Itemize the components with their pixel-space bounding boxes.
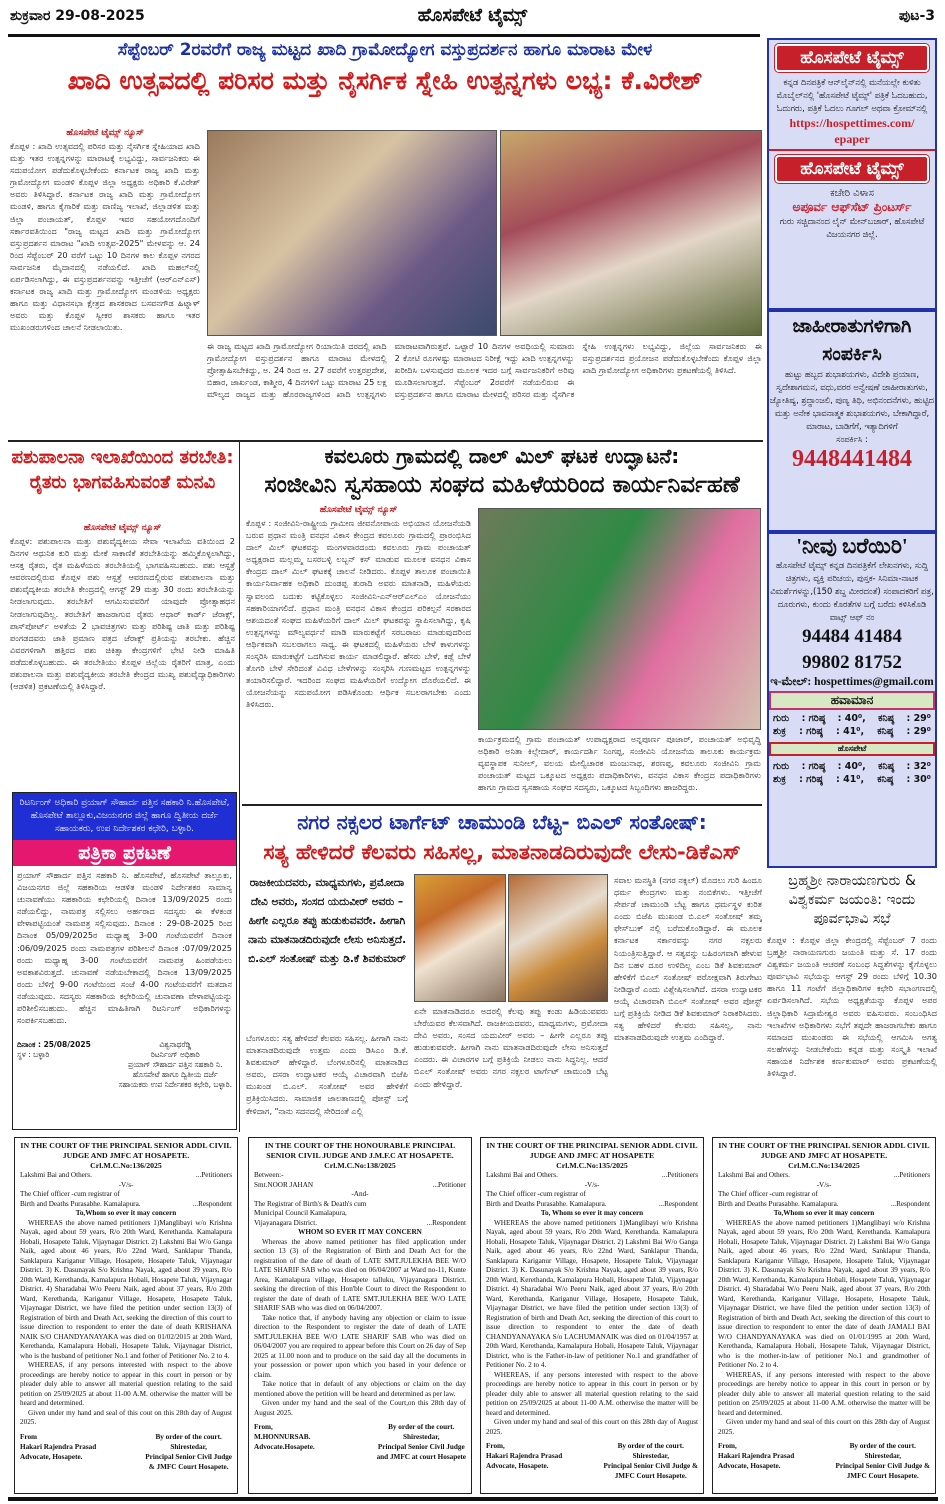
politics-pullquote bbox=[246, 874, 408, 969]
court-notice-135: IN THE COURT OF THE PRINCIPAL SENIOR ADDL CIVIL JUDGE AND JMFC AT HOSAPETE Crl.M.C.No:135/2025 Lakshmi Bai and Others. ...Petitioners -V/s- The Chief officer -cum registrar of Birth and Deaths Purasabhe. Kamalapura. ...Respondent To, Whom so ever it may concern WHEREAS the above named petitioners 1)Manglibayi w/o Krishna Nayak, aged about 59 years, R/o 20th Ward, Kerethanda. Kamalapura Hobali, Hosapete Taluk, Vijaynagar District. 2) Lakshmi Bai W/o Ganga Naik, aged about 46 years, R/o 22nd Ward, Sanklapur Thanda, Sanklapura Kariganur Village, Hosapete, Hosapete Taluk, Vijaynagar District. 3) K. Dasunayak S/o Krishna Nayak, aged about 39 years, R/o 20th Ward, Kerethanda, Kamalapura Hobali, Hosapete Taluk, Vijaynagar District. 4) Sharadabai W/o Peeru Naik, aged about 37 years, R/o 20th Ward, Kerethanda, Kariganur Village, Hosapete, Hosapete Taluk, Vijaynagar District, we have filed the petition under section 13(3) of Registration of birth and Death Act, seeking the direction of this court to issue direction to respondent to enter the date of death CHANDYANAYAKA S/o LACHUMANAIK was died on 01/04/1957 at 20th Ward, Kerethanda, Kamalapura Hobali, Hosapete Taluk, Vijaynagar District, who is the Father-in-law of petitioner No.1 and grandfather of Petitioner No. 2 to 4. WHEREAS, if any persons interested with respect to the above proceedings are hereby notice to appear in this court in person or by pleader duly able to answer all material question relating to the said petition on 25/09/2025 at about 11-00 A.M. otherwise the matter will be heard and determined. Given under my hand and seal of this court on this 28th day of August 2025. From, Hakari Rajendra Prasad Advocate, Hosapete. By order of the court. Shirestedar, Principal Senior Civil Judge & JMFC Court Hosapete. bbox=[480, 1137, 704, 1494]
case-number: Crl.M.C.No:136/2025 bbox=[90, 1161, 162, 1170]
notice-place: ಸ್ಥಳ : ಬಳ್ಳಾರಿ bbox=[17, 1050, 50, 1059]
write-to-us-title: 'ನೀವು ಬರೆಯಿರಿ' bbox=[796, 534, 908, 558]
lead-column-2: ಈ ರಾಜ್ಯ ಮಟ್ಟದ ಖಾದಿ ಗ್ರಾಮೋದ್ಯೋಗ ರಿಯಾಯಿತಿ ದರದಲ್ಲಿ ಖಾದಿ ಗ್ರಾಮೋದ್ಯೋಗ ವಸ್ತುಪ್ರದರ್ಶನ ಹಾಗೂ ಮಾರಾಟ ಮೇಳದಲ್ಲಿ ಪ್ರೋತ್ಸಾಹಿಸಬೇಕಿದ್ದು, ಅ. 24 ರಿಂದ ಆ. 27 ರವರೆಗೆ ಉತ್ತರಪ್ರದೇಶ, ಬಿಹಾರ, ಜಾರ್ಖಂಡ, ಕಾಶ್ಮೀರ, 4 ದಿನಗಳಿಗೆ ಒಟ್ಟು ಮಾರಾಟ 25 ಲಕ್ಷ ಮೌಲ್ಯದ ರಾಜ್ಯದ ಮತ್ತು ಹೊರರಾಜ್ಯಗಳಿಂದ ಖಾದಿ ಉತ್ಪನ್ನಗಳು ಮಾರಾಟವಾಗಿರುತ್ತವೆ. ಒಟ್ಟಾರೆ 10 ದಿನಗಳ ಅವಧಿಯಲ್ಲಿ ಸುಮಾರು 2 ಕೋಟಿ ರೂಗಳಷ್ಟು ಮಾರಾಟದ ನಿರೀಕ್ಷೆ ಇದ್ದು ಖಾದಿ ಉತ್ಪನ್ನಗಳನ್ನು ಖರೀದಿಸಿ ಬಳಸುವುದರ ಮೂಲಕ ಇದರ ಬಗ್ಗೆ ಸಾರ್ವಜನಿಕರಿಗೆ ಅರಿವು ಮೂಡಿಸಲಾಗುತ್ತದೆ. ಸೆಪ್ಟೆಂಬರ್ 2ರವರೆಗೆ ನಡೆಯಲಿರುವ ಈ ವಸ್ತುಪ್ರದರ್ಶನ ಹಾಗೂ ಮಾರಾಟ ಮೇಳದಲ್ಲಿ ಪರಿಸರ ಮತ್ತು ನೈಸರ್ಗಿಕ ಸ್ನೇಹಿ ಉತ್ಪನ್ನಗಳು ಲಭ್ಯವಿದ್ದು, ಜಿಲ್ಲೆಯ ಸಾರ್ವಜನಿಕರು ಈ ವಸ್ತುಪ್ರದರ್ಶನದ ಪ್ರಯೋಜನ ಪಡೆದುಕೊಳ್ಳಬೇಕೆಂದು ಕೊಪ್ಪಳ ಜಿಲ್ಲಾ ಖಾದಿ ಗ್ರಾಮೋದ್ಯೋಗ ಅಧಿಕಾರಿಗಳು ಪ್ರಕಟಣೆಯಲ್ಲಿ ತಿಳಿಸಿದೆ. bbox=[207, 341, 762, 400]
animal-story-headline: ಪಶುಪಾಲನಾ ಇಲಾಖೆಯಿಂದ ತರಬೇತಿ: ರೈತರು ಭಾಗವಹಿಸುವಂತೆ ಮನವಿ bbox=[11, 447, 234, 493]
khadi-exhibition-photo-2 bbox=[500, 130, 762, 336]
weather-row-fri: ಶುಕ್ರ : ಗರಿಷ್ಠ : 41⁰, ಕನಿಷ್ಠ : 29⁰ bbox=[773, 726, 931, 737]
dal-mill-headline: ಸಂಜೀವಿನಿ ಸ್ವಸಹಾಯ ಸಂಘದ ಮಹಿಳೆಯರಿಂದ ಕಾರ್ಯನಿರ್ವಹಣೆ bbox=[264, 472, 740, 498]
whatsapp-label: ವಾಟ್ಸ್ ಆಫ್ ನಂ bbox=[829, 612, 875, 622]
advertising-box bbox=[767, 310, 937, 532]
press-release-banner: ಪತ್ರಿಕಾ ಪ್ರಕಟಣೆ bbox=[13, 840, 236, 866]
court-title: IN THE COURT OF THE PRINCIPAL SENIOR ADDL CIVIL JUDGE AND JMFC AT HOSAPETE bbox=[486, 1141, 698, 1160]
sidebar-brand-logo-2: ಹೊಸಪೇಟೆ ಟೈಮ್ಸ್ bbox=[775, 155, 929, 183]
politics-column-3: ಸವಾಲ ಮನಸ್ಥಿತಿ (ನಗರ ನಕ್ಸಲ್) ಮೊದಲು ಗುರಿ ಹಿಂದೂ ಧರ್ಮ ಕೇಂದ್ರಗಳು ಮತ್ತು ನಂಬಿಕೆಗಳು. ಇತ್ತೀಚೆಗೆ ಸೇರ್ಪಡೆ ಚಾಮುಂಡಿ ಬೆಟ್ಟ ಹಾಗೂ ಧರ್ಮಸ್ಥಳ ಕುರಿತ ಎಂದು ಬಿಜೆಪಿ ಮುಖಂಡ ಬಿ.ಎಲ್ ಸಂತೋಷ್ ತಮ್ಮ ಫೇಸ್‌ಬುಕ್ ನಲ್ಲಿ ಬರೆದುಕೊಂಡಿದ್ದಾರೆ. ಈ ಮೂಲಕ ಕರ್ನಾಟಕ ಸರ್ಕಾರವನ್ನು ನಗರ ನಕ್ಸಲರು ನಿಯಂತ್ರಿಸುತ್ತಿದ್ದಾರೆ. ಆ ಸತ್ಯವನ್ನು ಬಹಿರಂಗವಾಗಿ ಹೇಳುವ ದಿನ ಬಹಳ ದೂರ ಉಳಿದಿಲ್ಲ ಎಂಬ ಡಿಕೆ ಶಿವಕುಮಾರ್ ಹೇಳಿಕೆಗೆ ಬಿಎಲ್ ಸಂತೋಷ್ ಪರೋಕ್ಷವಾಗಿ ತಿರುಗೇಟು ನೀಡಿದ್ದಾರೆ ಎಂದು ವಿಶ್ಲೇಷಿಸಲಾಗಿದೆ. ದಸರಾ ಉದ್ಘಾಟಕರ ಆಯ್ಕೆ ವಿಚಾರವಾಗಿ ಬಿಎಲ್ ಸಂತೋಷ್ ಅವರ ಪೋಸ್ಟ್ ಬಗ್ಗೆ ಪ್ರತಿಕ್ರಿಯೆ ನೀಡಿದ ಡಿಕೆ ಶಿವಕುಮಾರ್ ನಿರಾಕರಿಸಿದರು. ಸತ್ಯ ಹೇಳಿದರೆ ಕೆಲವರು ಸಹಿಸಲ್ಲ, ನಾನು ಮಾತನಾಡದಿರುವುದೇ ಉತ್ತಮ ಎಂದಿದ್ದಾರೆ. bbox=[614, 875, 762, 1043]
notice-signature: ವಿಶ್ವನಾಥರೆಡ್ಡಿ ರಿಟರ್ನಿಂಗ್ ಅಧಿಕಾರಿ ಪ್ರಯಾಗ್ ಸೌಹಾರ್ದ ಪತ್ತಿನ ಸಹಕಾರಿ ನಿ. ಹೊಸಪೇಟೆ ಹಾಗೂ ದ್ವಿತೀಯ ದರ್ಜೆ ಸಹಾಯಕರು ಉಪ ನಿರ್ದೇಶಕರ ಕಛೇರಿ, ಬಳ್ಳಾರಿ. bbox=[118, 1040, 232, 1089]
dal-mill-column-2: ಕಾರ್ಯಕ್ರಮದಲ್ಲಿ ಗ್ರಾಮ ಪಂಚಾಯತ್ ಉಪಾಧ್ಯಕ್ಷರಾದ ಅನ್ನಪೂರ್ಣ ಪೂಜಾರ್, ಪಂಚಾಯತ್ ಅಭಿವೃದ್ಧಿ ಅಧಿಕಾರಿ ಅನಿತಾ ಕಿಲ್ಲೇದಾರ್, ಕಾರ್ಯದರ್ಶಿ ನಿಂಗಪ್ಪ, ಸಂಜೀವಿನಿ ಯೋಜನೆಯ ತಾಲೂಕು ಕಾರ್ಯಕ್ರಮ ವ್ಯವಸ್ಥಾಪಕ ಸುನೀಲ್, ವಲಯ ಮೇಲ್ವಿಚಾರಕ ಮಂಜುನಾಥ, ಶರಣಪ್ಪ, ಕವಲೂರು ಸಂಜೀವಿನಿ ಗ್ರಾಮ ಪಂಚಾಯತ್ ಮಟ್ಟದ ಒಕ್ಕೂಟದ ಅಧ್ಯಕ್ಷರು ಪದಾಧಿಕಾರಿಗಳು, ವನಧನ ವಿಕಾಸ ಕೇಂದ್ರದ ಪದಾಧಿಕಾರಿಗಳು ಹಾಗೂ ಗ್ರಾಮದ ಸ್ವಸಹಾಯ ಸಂಘದ ಸದಸ್ಯರು, ಒಕ್ಕೂಟದ ಸಿಬ್ಬಂದಿಗಳು ಹಾಜರಿದ್ದರು. bbox=[478, 734, 761, 793]
issue-date: ಶುಕ್ರವಾರ 29-08-2025 bbox=[10, 8, 145, 24]
pullquote-attribution: ಬಿ.ಎಲ್ ಸಂತೋಷ್ ಮತ್ತು ಡಿ.ಕೆ ಶಿವಕುಮಾರ್ bbox=[248, 953, 406, 965]
printer-name: ಅಪೂರ್ವ ಆಫ್‌ಸೆಟ್ ಪ್ರಿಂಟರ್ಸ್ bbox=[792, 200, 912, 214]
epaper-text: ಕನ್ನಡ ದಿನಪತ್ರಿಕೆ ಆನ್‌ಲೈನ್‌ನಲ್ಲಿ ಮನೆಯಲ್ಲೇ ಕುಳಿತು ಮೊಬೈಲ್‌ನಲ್ಲಿ 'ಹೊಸಪೇಟೆ ಟೈಮ್ಸ್' ಪತ್ರಿಕೆ ಓದಬಹುದು, ಓದುಗರು, ಪತ್ರಿಕೆ ಓದಲು ಗೂಗಲ್ ಅಥವಾ ಕ್ರೋಮ್‌ನಲ್ಲಿ bbox=[776, 77, 928, 113]
politics-kicker: ನಗರ ನಕ್ಸಲರ ಟಾರ್ಗೆಟ್ ಚಾಮುಂಡಿ ಬೆಟ್ಟ- ಬಿಎಲ್ ಸಂತೋಷ್: bbox=[297, 810, 707, 834]
jayanti-body: ಕೊಪ್ಪಳ : ಕೊಪ್ಪಳ ಜಿಲ್ಲಾ ಕೇಂದ್ರದಲ್ಲಿ ಸೆಪ್ಟೆಂಬರ್ 7 ರಂದು ಬ್ರಹ್ಮಶ್ರೀ ನಾರಾಯಣಗುರು ಜಯಂತಿ ಮತ್ತು ಸೆ. 17 ರಂದು ವಿಶ್ವಕರ್ಮ ಜಯಂತಿ ಆಚರಣೆ ಸಂಬಂಧ ಸಿದ್ಧತೆಗಳನ್ನು ಕೈಗೊಳ್ಳಲು ಪೂರ್ವಭಾವಿ ಸಭೆಯನ್ನು ಆಗಸ್ಟ್ 29 ರಂದು ಬೆಳಿಗ್ಗೆ 10.30 ಹಾಗೂ 11 ಗಂಟೆಗೆ ಜಿಲ್ಲಾಧಿಕಾರಿಗಳ ಕಛೇರಿ ಸಭಾಂಗಣದಲ್ಲಿ ಏರ್ಪಡಿಸಲಾಗಿದೆ. ಸಭೆಯ ಅಧ್ಯಕ್ಷತೆಯನ್ನು ಕೊಪ್ಪಳ ಅಪರ ಜಿಲ್ಲಾಧಿಕಾರಿ ಸಿದ್ರಾಮೇಶ್ವರ ಅವರು ವಹಿಸುವರು. ಸಂಬಂಧಿಸಿದ ಇಲಾಖೆಗಳ ಅಧಿಕಾರಿಗಳು ಸಭೆಗೆ ತಪ್ಪದೇ ಹಾಜರಾಗಬೇಕು ಹಾಗೂ ಸಮಾಜದ ಮುಖಂಡರು ಈ ಸಭೆಯಲ್ಲಿ ಆಗಮಿಸಿ ಅಗತ್ಯ ಸಲಹೆಗಳನ್ನು ನೀಡಬೇಕೆಂದು ಕನ್ನಡ ಮತ್ತು ಸಂಸ್ಕೃತಿ ಇಲಾಖೆ ಸಹಾಯಕ ನಿರ್ದೇಶಕ ಕರ್ಣಕುಮಾರ್ ಅವರು ಪ್ರಕಟಣೆಯಲ್ಲಿ ತಿಳಿಸಿದ್ದಾರೆ. bbox=[767, 935, 937, 1079]
epaper-link[interactable]: https://hospettimes.com/ epaper bbox=[789, 116, 915, 146]
lead-kicker: ಸೆಪ್ಟೆಂಬರ್ 2ರವರೆಗೆ ರಾಜ್ಯ ಮಟ್ಟದ ಖಾದಿ ಗ್ರಾಮೋದ್ಯೋಗ ವಸ್ತುಪ್ರದರ್ಶನ ಹಾಗೂ ಮಾರಾಟ ಮೇಳ bbox=[117, 40, 653, 60]
phone-2[interactable]: 99802 81752 bbox=[802, 652, 902, 673]
section-divider bbox=[8, 440, 763, 442]
case-number: Crl.M.C.No:135/2025 bbox=[556, 1161, 628, 1170]
ads-contact-label: ಸಂಪರ್ಕಿಸಿ : bbox=[836, 434, 868, 444]
weather-city-label: ಹೊಸಪೇಟೆ bbox=[769, 742, 935, 756]
jayanti-headline: ಬ್ರಹ್ಮಶ್ರೀ ನಾರಾಯಣಗುರು & ವಿಶ್ವಕರ್ಮ ಜಯಂತಿ: ಇಂದು ಪೂರ್ವಭಾವಿ ಸಭೆ bbox=[788, 873, 916, 927]
weather-hospet-row-fri: ಶುಕ್ರ : ಗರಿಷ್ಠ : 41⁰, ಕನಿಷ್ಠ : 30⁰ bbox=[773, 774, 931, 785]
ads-title: ಜಾಹೀರಾತುಗಳಿಗಾಗಿ bbox=[792, 315, 912, 337]
masthead bbox=[0, 0, 945, 36]
court-title: IN THE COURT OF THE PRINCIPAL SENIOR ADDL CIVIL JUDGE AND JMFC AT HOSAPETE. bbox=[20, 1141, 232, 1160]
lead-headline: ಖಾದಿ ಉತ್ಸವದಲ್ಲಿ ಪರಿಸರ ಮತ್ತು ನೈಸರ್ಗಿಕ ಸ್ನೇಹಿ ಉತ್ಪನ್ನಗಳು ಲಭ್ಯ: ಕೆ.ವಿರೇಶ್ bbox=[67, 66, 703, 95]
politics-column-1: ಬೆಂಗಳೂರು: ಸತ್ಯ ಹೇಳಿದರೆ ಕೆಲವರು ಸಹಿಸಲ್ಲ. ಹೀಗಾಗಿ ನಾನು ಮಾತನಾಡದಿರುವುದೇ ಉತ್ತಮ ಎಂದು ಡಿಸಿಎಂ ಡಿ.ಕೆ. ಶಿವಕುಮಾರ್ ಹೇಳಿದ್ದಾರೆ. ಬೆಂಗಳೂರಿನಲ್ಲಿ ಮಾತನಾಡಿದ ಅವರು, ದಸರಾ ಉದ್ಘಾಟಕರ ಆಯ್ಕೆ ವಿಚಾರವಾಗಿ ಬಿಜೆಪಿ ಮುಖಂಡ ಬಿ.ಎಲ್. ಸಂತೋಷ್ ಅವರ ಹೇಳಿಕೆಗೆ ಪ್ರತಿಕ್ರಿಯಿಸಿದರು. ಸಾಮಾಜಿಕ ಜಾಲತಾಣದಲ್ಲಿ ಪೋಸ್ಟ್ ಬಗ್ಗೆ ಕೇಳಿದಾಗ, "ನಾನು ಸದನದಲ್ಲಿ ಸೇರಿದಂತೆ ಎಲ್ಲಿ bbox=[246, 1033, 408, 1116]
notice-date: ದಿನಾಂಕ : 25/08/2025 bbox=[17, 1040, 91, 1049]
office-label: ಕಚೇರಿ ವಿಳಾಸ bbox=[830, 188, 874, 199]
footer-rule bbox=[8, 1497, 938, 1501]
phone-1[interactable]: 94484 41484 bbox=[802, 626, 902, 647]
dk-shivakumar-photo bbox=[508, 874, 608, 1002]
election-notice bbox=[12, 792, 237, 1130]
bl-santhosh-photo bbox=[414, 874, 506, 1002]
politics-caption-column: ಏನೇ ಮಾತನಾಡಿದರೂ ಅದರಲ್ಲಿ ಕೆಲವು ತಪ್ಪು ಕಂಡು ಹಿಡಿಯುವವರು ಬೇರೆಯವರ ಕೆಲಸವಾಗಿದೆ. ರಾಜಕೀಯದವರು, ಮಾಧ್ಯಮಗಳು, ಪ್ರಮೋದಾ ದೇವಿ ಅವರು, ಸಂಸದ ಯದುವೀರ್ ಅವರು – ಹೀಗೇ ಎಲ್ಲರೂ ತಪ್ಪು ಹುಡುಕುವವರೇ. ಹೀಗಾಗಿ ನಾನು ಮಾತನಾಡದಿರುವುದೇ ಲೇಸು ಅನಿಸುತ್ತದೆ ಎಂದರು. ಈ ವಿಚಾರಗಳ ಬಗ್ಗೆ ಪ್ರತಿಕ್ರಿಯೆ ನೀಡಲು ನಾನು ಸಿದ್ಧನಿಲ್ಲ. ಆದರೆ ಬಿಎಲ್ ಸಂತೋಷ್ ಅವರು ನಗರ ನಕ್ಸಲರ ಟಾರ್ಗೆಟ್ ಚಾಮುಂಡಿ ಬೆಟ್ಟ ಎಂದು ಹೇಳಿದ್ದಾರೆ. bbox=[414, 1006, 608, 1089]
weather-hospet-row-thu: ಗುರು : ಗರಿಷ್ಠ : 40⁰, ಕನಿಷ್ಠ : 32⁰ bbox=[773, 761, 931, 772]
lead-byline: ಹೊಸಪೇಟೆ ಟೈಮ್ಸ್ ನ್ಯೂಸ್ bbox=[66, 128, 144, 138]
khadi-exhibition-photo-1 bbox=[207, 130, 497, 336]
pullquote-text: ರಾಜಕೀಯದವರು, ಮಾಧ್ಯಮಗಳು, ಪ್ರಮೋದಾ ದೇವಿ ಅವರು, ಸಂಸದ ಯದುವೀರ್ ಅವರು – ಹೀಗೇ ಎಲ್ಲರೂ ತಪ್ಪು ಹುಡುಕುವವರೇ. ಹೀಗಾಗಿ ನಾನು ಮಾತನಾಡದಿರುವುದೇ ಲೇಸು ಅನಿಸುತ್ತದೆ. bbox=[247, 877, 407, 946]
dal-mill-column-1: ಕೊಪ್ಪಳ : ಸಂಜೀವಿನಿ-ರಾಷ್ಟ್ರೀಯ ಗ್ರಾಮೀಣ ಜೀವನೋಪಾಯ ಅಭಿಯಾನ ಯೋಜನೆಯಡಿ ಬರುವ ಪ್ರಧಾನ ಮಂತ್ರಿ ವನಧನ ವಿಕಾಸ ಕೇಂದ್ರದ ಕವಲೂರು ಗ್ರಾಮದಲ್ಲಿ ಪ್ರಾರಂಭಿಸಿದ ದಾಲ್ ಮಿಲ್ ಘಟಕವನ್ನು ಮಂಗಳವಾರದಂದು ಕವಲೂರು ಗ್ರಾಮ ಪಂಚಾಯತ್ ಅಧ್ಯಕ್ಷರಾದ ಮಲ್ಲಮ್ಮ ಬಸರಬಳ್ಳಿ ಲಬ್ಬನ್ ಕಸ್ ಮಾಡುವ ಮೂಲಕ ವನಧನ ವಿಕಾಸ ಕೇಂದ್ರದ ದಾಲ್ ಮಿಲ್ ಘಟಕಕ್ಕೆ ಚಾಲನೆ ನೀಡಿದರು. ಕೊಪ್ಪಳ ತಾಲೂಕ ಪಂಚಾಯಿತಿ ಕಾರ್ಯನಿರ್ವಾಹಕ ಅಧಿಕಾರಿ ದುಂಡಪ್ಪ ತುರಾದಿ ಅವರು ಮಾತನಾಡಿ, ಮಹಿಳೆಯರು ಸ್ವಾವಲಂಬಿ ಬದುಕು ಕಟ್ಟಿಕೊಳ್ಳಲು ಸಂಜೀವಿನಿ-ಎನ್‌ಆರ್‌ಎಲ್‌ಎಂ ಯೋಜನೆಯು ಸಹಕಾರಿಯಾಗಲಿದೆ. ಪ್ರಧಾನ ಮಂತ್ರಿ ವನಧನ ವಿಕಾಸ ಕೇಂದ್ರದ ಪರಿಕಲ್ಪನೆ ಸರಕಾರದ ಆಶಯದಂತೆ ಸಂಘದ ಮಹಿಳೆಯರಿಗೆ ದಾಲ್ ಮಿಲ್ ಘಟಕವನ್ನು ಸ್ಥಾಪಿಸಲಾಗಿದ್ದು, ಕೃಷಿ ಉತ್ಪನ್ನಗಳನ್ನು ಮೌಲ್ಯವರ್ಧನೆ ಮಾಡಿ ಮಾರುಕಟ್ಟೆಗೆ ಸರಬರಾಜು ಮಾಡುವುದರಿಂದ ಆರ್ಥಿಕವಾಗಿ ಸಬಲರಾಗಲು ಸಾಧ್ಯ. ಈ ಘಟಕದಲ್ಲಿ ಮಹಿಳೆಯರು ಬೇಳೆ ಕಾಳುಗಳನ್ನು ಸಂಸ್ಕರಿಸಿ ಮಾರುಕಟ್ಟೆಗೆ ಒದಗಿಸುವ ಕಾರ್ಯ ಮಾಡಲಿದ್ದಾರೆ. ಹೆಸರು ಬೇಳೆ, ಕಡ್ಲೆ ಬೇಳೆ ತೊಗರಿ ಬೇಳೆ ಸೇರಿದಂತೆ ವಿವಿಧ ಬೇಳೆಗಳನ್ನು ಸಂಸ್ಕರಿಸಿ ಗುಣಮಟ್ಟದ ಉತ್ಪನ್ನಗಳನ್ನು ತಯಾರಿಸಲಿದ್ದಾರೆ. ಇದರಿಂದ ಸಂಘದ ಮಹಿಳೆಯರಿಗೆ ಉದ್ಯೋಗ ದೊರೆಯಲಿದೆ. ಈ ಯೋಜನೆಯನ್ನು ಸದುಪಯೋಗ ಪಡಿಸಿಕೊಂಡು ಆರ್ಥಿಕ ಸಬಲರಾಗಬೇಕು ಎಂದು ತಿಳಿಸಿದರು. bbox=[246, 518, 471, 710]
epaper-ad-box bbox=[767, 38, 937, 310]
email-address[interactable]: ಇ-ಮೇಲ್: hospettimes@gmail.com bbox=[770, 676, 934, 688]
animal-story-byline: ಹೊಸಪೇಟೆ ಟೈಮ್ಸ್ ನ್ಯೂಸ್ bbox=[83, 523, 162, 533]
dal-mill-byline: ಹೊಸಪೇಟೆ ಟೈಮ್ಸ್ ನ್ಯೂಸ್ bbox=[319, 505, 398, 515]
ads-title-2: ಸಂಪರ್ಕಿಸಿ bbox=[822, 343, 882, 365]
dal-mill-photo bbox=[478, 508, 761, 730]
ads-text: ಹುಟ್ಟು ಹಬ್ಬದ ಶುಭಾಶಯಗಳು, ವಿದೇಶಿ ಪ್ರಯಾಣ, ಸ್ವದೇಶಾಗಮನ, ವಧು,ವರರ ಅನ್ವೇಷಣೆ ಜಾಹೀರಾತುಗಳು, ಜ್ಯೋತಿಷ್ಯ, ಶ್ರದ್ಧಾಂಜಲಿ, ಪುಣ್ಯ ತಿಥಿ, ಅಭಿನಂದನೆಗಳು, ಹುಟ್ಟಿದ ಮತ್ತು ಅನೇಕ ಭಾವನಾತ್ಮಕ ಶುಭಾಶಯಗಳು, ಬೇಕಾಗಿದ್ದಾರೆ, ಮಾರಾಟ, ಬಾಡಿಗೆಗೆ, ಇತ್ಯಾದಿಗಳಿಗೆ bbox=[769, 369, 935, 431]
sidebar-brand-logo: ಹೊಸಪೇಟೆ ಟೈಮ್ಸ್ bbox=[775, 44, 929, 72]
ads-phone[interactable]: 9448441484 bbox=[792, 446, 912, 472]
case-number: Crl.M.C.No:134/2025 bbox=[788, 1161, 860, 1170]
weather-row-thu: ಗುರು : ಗರಿಷ್ಠ : 40⁰, ಕನಿಷ್ಠ : 29⁰ bbox=[773, 713, 931, 724]
masthead-rule bbox=[8, 34, 760, 37]
election-notice-header: ರಿಟರ್ನಿಂಗ್ ಅಧಿಕಾರಿ ಪ್ರಯಾಗ್ ಸೌಹಾರ್ದ ಪತ್ತಿನ ಸಹಕಾರಿ ನಿ.ಹೊಸಪೇಟೆ, ಹೊಸಪೇಟೆ ತಾಲ್ಲೂಕು,ವಿಜಯನಗರ ಜಿಲ್ಲೆ ಹಾಗೂ ದ್ವಿತೀಯ ದರ್ಜೆ ಸಹಾಯಕರು, ಉಪ ನಿರ್ದೇಶಕರ ಕಛೇರಿ, ಬಳ್ಳಾರಿ. bbox=[13, 793, 236, 840]
dal-mill-kicker: ಕವಲೂರು ಗ್ರಾಮದಲ್ಲಿ ದಾಲ್ ಮಿಲ್ ಘಟಕ ಉದ್ಘಾಟನೆ: bbox=[324, 444, 680, 468]
weather-title: ಹವಾಮಾನ bbox=[769, 691, 935, 710]
write-to-us-text: ಹೊಸಪೇಟೆ ಟೈಮ್ಸ್ ಕನ್ನಡ ದಿನಪತ್ರಿಕೆಗೆ ಲೇಖನಗಳು, ಸುದ್ದಿ ಚಿತ್ರಗಳು, ವ್ಯಕ್ತಿ ಪರಿಚಯ, ಪುಸ್ತಕ- ಸಿನಿಮಾ-ನಾಟಕ ವಿಮರ್ಶೆಗಳನ್ನು,(150 ಶಬ್ದ ಮೀರದಂತೆ) ಸಂಪಾದಕರಿಗೆ ಪತ್ರ, ದೂರುಗಳು, ಕುಂದು ಕೊರತೆಗಳ ಬಗ್ಗೆ ಬರೆದು ಕಳಿಸಿಕೊಡಿ bbox=[770, 560, 934, 609]
election-notice-body: ಪ್ರಯಾಗ್ ಸೌಹಾರ್ದ ಪತ್ತಿನ ಸಹಕಾರಿ ನಿ. ಹೊಸಪೇಟೆ, ಹೊಸಪೇಟೆ ತಾಲ್ಲೂಕು, ವಿಜಯನಗರ ಜಿಲ್ಲೆ ಸಹಕಾರಿಯ ಆಡಳಿತ ಮಂಡಳಿ ನಿರ್ದೇಶಕರ ಸಾಮಾನ್ಯ ಚುನಾವಣೆಯು ಸಹಕಾರಿಯ ಕಛೇರಿಯಲ್ಲಿ ದಿನಾಂಕ 13/09/2025 ರಂದು ನಡೆಯಲಿದ್ದು, ನಾಮಪತ್ರ ಸಲ್ಲಿಸಲು ಅರ್ಹರಾದ ಸದಸ್ಯರು ಈ ಕೆಳಕಂಡ ವೇಳಾಪಟ್ಟಿಯಂತೆ ನಾಮಪತ್ರ ಸಲ್ಲಿಸುವುದು. ದಿನಾಂಕ : 29-08-2025 ರಿಂದ ದಿನಾಂಕ 05/09/2025ರ ಮಧ್ಯಾಹ್ನ 3-00 ಗಂಟೆಯವರೆಗೆ ದಿನಾಂಕ :06/09/2025 ರಂದು ನಾಮಪತ್ರಗಳ ಪರಿಶೀಲನೆ ದಿನಾಂಕ :07/09/2025 ರಂದು ಮಧ್ಯಾಹ್ನ 3-00 ಗಂಟೆಯವರೆಗೆ ನಾಮಪತ್ರ ಹಿಂಪಡೆಯಲು ಅವಕಾಶವಿರುತ್ತದೆ. ಚುನಾವಣೆ ನಡೆಯಬೇಕಾದಲ್ಲಿ ದಿನಾಂಕ 13/09/2025 ರಂದು ಬೆಳಿಗ್ಗೆ 9-00 ಗಂಟೆಯಿಂದ ಸಂಜೆ 4-00 ಗಂಟೆಯವರೆಗೆ ಮತದಾನ ನಡೆಯುವುದು. ಸದಸ್ಯರು ಸಹಕಾರಿಯ ಕಛೇರಿಯಲ್ಲಿ ಚುನಾವಣಾ ವೇಳಾಪಟ್ಟಿಯನ್ನು ಪರಿಶೀಲಿಸಬಹುದು. ಹೆಚ್ಚಿನ ಮಾಹಿತಿಗಾಗಿ ರಿಟರ್ನಿಂಗ್ ಅಧಿಕಾರಿಗಳನ್ನು ಸಂಪರ್ಕಿಸಬಹುದು. bbox=[17, 870, 232, 1026]
column-rule bbox=[239, 442, 240, 1132]
write-to-us-box bbox=[767, 532, 937, 868]
lead-column-1: ಕೊಪ್ಪಳ : ಖಾದಿ ಉತ್ಸವದಲ್ಲಿ ಪರಿಸರ ಮತ್ತು ನೈಸರ್ಗಿಕ ಸ್ನೇಹಿಯಾದ ಖಾದಿ ಮತ್ತು ಇತರ ಉತ್ಪನ್ನಗಳನ್ನು ಮಾರಾಟಕ್ಕೆ ಲಭ್ಯವಿದ್ದು, ಸಾರ್ವಜನಿಕರು ಈ ಸದುಪಯೋಗ ಪಡೆದುಕೊಳ್ಳಬೇಕೆಂದು ಕರ್ನಾಟಕ ರಾಜ್ಯ ಖಾದಿ ಮತ್ತು ಗ್ರಾಮೋದ್ಯೋಗ ಮಂಡಳಿ ಕೊಪ್ಪಳ ಜಿಲ್ಲಾ ಅಧ್ಯಕ್ಷರು ಅಧಿಕಾರಿ ಕೆ.ವಿರೇಶ್ ಅವರು ತಿಳಿಸಿದ್ದಾರೆ. ಕರ್ನಾಟಕ ರಾಜ್ಯ ಖಾದಿ ಮತ್ತು ಗ್ರಾಮೋದ್ಯೋಗ ಮಂಡಳಿ, ಹಾಗೂ ಕೈಗಾರಿಕೆ ಮತ್ತು ವಾಣಿಜ್ಯ ಇಲಾಖೆ, ಜಿಲ್ಲಾಡಳಿತ ಮತ್ತು ಜಿಲ್ಲಾ ಪಂಚಾಯತ್, ಕೊಪ್ಪಳ ಇವರ ಸಹಯೋಗದೊಂದಿಗೆ ಸರ್ಕಾರವತಿಯಿಂದ "ರಾಜ್ಯ ಮಟ್ಟದ ಖಾದಿ ಮತ್ತು ಗ್ರಾಮೋದ್ಯೋಗ ವಸ್ತುಪ್ರದರ್ಶನ ಮಾರಾಟ "ಖಾದಿ ಉತ್ಸವ-2025" ಮೇಳವನ್ನು ಆ. 24 ರಿಂದ ಸೆಪ್ಟೆಂಬರ್ 20 ವರೆಗೆ ಒಟ್ಟು 10 ದಿನಗಳ ಕಾಲ ಕೊಪ್ಪಳ ನಗರದ ಸಾರ್ವಜನಿಕ ಮೈದಾನದಲ್ಲಿ ನಡೆಯಲಿದೆ. ಖಾದಿ ಮಹಲ್‌ನಲ್ಲಿ ಏರ್ಪಡಿಸಲಾಗಿದ್ದು, ಈ ವಸ್ತುಪ್ರದರ್ಶನವನ್ನು ಇತ್ತೀಚೆಗೆ (ಆರ್‌ಎನ್‌ಎಸ್) ಕರ್ನಾಟಕ ರಾಜ್ಯ ಖಾದಿ ಮತ್ತು ಗ್ರಾಮೋದ್ಯೋಗ ಮಂಡಳಿಯ ಅಧ್ಯಕ್ಷರು ಹಾಗೂ ಮತ್ತು ವಿಧಾನಸಭಾ ಕ್ಷೇತ್ರದ ಶಾಸಕರಾದ ಬಸವನಗೌಡ ಹಿಟ್ನಾಳ್ ಅವರು ಮತ್ತು ಕೊಪ್ಪಳ ಸ್ವೀಕರ ಶಾಸಕರು ಹಾಗೂ ಇತರ ಮುಖಂಡರುಗಳಿಂದ ಚಾಲನೆ ನೀಡಲಾಯಿತು. bbox=[10, 141, 200, 333]
case-number: Crl.M.C.No:138/2025 bbox=[324, 1161, 396, 1170]
court-title: IN THE COURT OF THE PRINCIPAL SENIOR ADDL CIVIL JUDGE AND JMFC AT HOSAPETE. bbox=[718, 1141, 930, 1160]
animal-story-body: ಕೊಪ್ಪಳ: ಪಶುಪಾಲನಾ ಮತ್ತು ಪಶುವೈದ್ಯಕೀಯ ಸೇವಾ ಇಲಾಖೆಯ ವತಿಯಿಂದ 2 ದಿನಗಳ ಆಧುನಿಕ ಕುರಿ ಮತ್ತು ಮೇಕೆ ಸಾಕಾಣಿಕೆ ತರಬೇತಿಯನ್ನು ಹಮ್ಮಿಕೊಳ್ಳಲಾಗಿದ್ದು, ಆಸಕ್ತ ರೈತರು, ರೈತ ಮಹಿಳೆಯರು ತರಬೇತಿಯಲ್ಲಿ ಭಾಗವಹಿಸಬಹುದು. ಪಶು ಆಸ್ಪತ್ರೆ ಆವರಣದಲ್ಲಿರುವ ಕೊಪ್ಪಳ ಪಶು ಆಸ್ಪತ್ರೆ ಆವರಣದಲ್ಲಿರುವ ಪಶುಪಾಲನಾ ಮತ್ತು ಪಶುವೈದ್ಯಕೀಯ ತರಬೇತಿ ಕೇಂದ್ರದಲ್ಲಿ ಆಗಸ್ಟ್ 29 ಮತ್ತು 30 ರಂದು ತರಬೇತಿಯನ್ನು ನೀಡಲಾಗುವುದು. ತರಬೇತಿಗೆ ಆಗಮಿಸುವವರಿಗೆ ಯಾವುದೇ ಪ್ರೋತ್ಸಾಹಧನ ನೀಡಲಾಗುವುದಿಲ್ಲ. ತರಬೇತಿಗೆ ಹಾಜರಾಗುವ ರೈತರು ಆಧಾರ್ ಕಾರ್ಡ್ ಜೆರಾಕ್ಸ್, ಪಾಸ್‌ಪೋರ್ಟ್ ಅಳತೆಯ 2 ಭಾವಚಿತ್ರಗಳು ಮತ್ತು ಪರಿಶಿಷ್ಟ ಜಾತಿ ಮತ್ತು ಪರಿಶಿಷ್ಟ ಪಂಗಡದವರು ಜಾತಿ ಪ್ರಮಾಣ ಪತ್ರದ ಜೆರಾಕ್ಸ್ ಪ್ರತಿಯನ್ನು ತರಬೇಕು. ಹೆಚ್ಚಿನ ವಿವರಗಳಿಗಾಗಿ ಹತ್ತಿರದ ಪಶು ಚಿಕಿತ್ಸಾ ಕೇಂದ್ರಗಳಿಗೆ ಭೇಟಿ ನೀಡಿ ಮಾಹಿತಿ ಪಡೆದುಕೊಳ್ಳಬಹುದು. ಈ ತರಬೇತಿಯು ಕೊಪ್ಪಳ ಜಿಲ್ಲೆಯ ರೈತರಿಗೆ ಮಾತ್ರ, ಎಂದು ಪಶುಪಾಲನಾ ಮತ್ತು ಪಶುವೈದ್ಯಕೀಯ ತರಬೇತಿ ಕೇಂದ್ರದ ಮುಖ್ಯ ಪಶುವೈದ್ಯಾಧಿಕಾರಿಗಳು (ಆಡಳಿತ) ಪ್ರಕಟಣೆಯಲ್ಲಿ ತಿಳಿಸಿದ್ದಾರೆ. bbox=[10, 536, 235, 692]
court-notice-134: IN THE COURT OF THE PRINCIPAL SENIOR ADDL CIVIL JUDGE AND JMFC AT HOSAPETE. Crl.M.C.No:134/2025 Lakshmi Bai and Others. ...Petitioners -V/s- The Chief officer -cum registrar of Birth and Deaths Purasabhe. Kamalapura. ...Respondent To,Whom so ever it may concern WHEREAS the above named petitioners 1)Manglibayi w/o Krishna Nayak, aged about 59 years, R/o 20th Ward, Kerethanda. Kamalapura Hobali, Hosapete Taluk, Vijaynagar District. 2) Lakshmi Bai W/o Ganga Naik, aged about 46 years, R/o 22nd Ward, Sanklapur Thanda, Sanklapura Kariganur Village, Hosapete, Hosapete Taluk, Vijaynagar District. 3) K. Dasunayak S/o Krishna Nayak, aged about 39 years, R/o 20th Ward, Kerethanda, Kamalapura Hobali, Hosapete Taluk, Vijaynagar District. 4) Sharadabai W/o Peeru Naik, aged about 37 years, R/o 20th Ward, Kerethanda, Kariganur Village, Hosapete, Hosapete Taluk, Vijaynagar District, we have filed the petition under section 13(3) of Registration of birth and Death Act, seeking the direction of this court to issue direction to respondent to enter the date of death JAMALI BAI W/O CHANDYANAYAKA was died on 01/01/1995 at 20th Ward, Kerethanda, Kamalapura Hobali, Hosapete Taluk, Vijaynagar District, who is the mother-in-law of petitioner No.1 and grandmother of Petitioner No. 2 to 4. WHEREAS, if any persons interested with respect to the above proceedings are hereby notice to appear in this court in person or by pleader duly able to answer all material question relating to the said petition on 25/09/2025 at about 11-00 A.M. otherwise the matter will be heard and determined. Given under my hand and seal of this court on this 28th day of August 2025. From, Hakari Rajendra Prasad Advocate, Hosapete. By order of the court. Shirestedar, Principal Senior Civil Judge & JMFC Court Hosapete. bbox=[712, 1137, 936, 1494]
court-title: IN THE COURT OF THE HONOURABLE PRINCIPAL SENIOR CIVIL JUDGE AND J.M.F.C AT HOSAPETE. bbox=[264, 1141, 456, 1160]
section-divider bbox=[242, 804, 762, 806]
newspaper-name: ಹೊಸಪೇಟೆ ಟೈಮ್ಸ್ bbox=[417, 5, 528, 26]
politics-headline: ಸತ್ಯ ಹೇಳಿದರೆ ಕೆಲವರು ಸಹಿಸಲ್ಲ, ಮಾತನಾಡದಿರುವುದೇ ಲೇಸು-ಡಿಕೆಎಸ್ bbox=[263, 840, 741, 864]
court-notice-136: IN THE COURT OF THE PRINCIPAL SENIOR ADDL CIVIL JUDGE AND JMFC AT HOSAPETE. Crl.M.C.No:136/2025 Lakshmi Bai and Others. ...Petitioners -V/s- The Chief officer -cum registrar of Birth and Deaths Purasabhe. Kamalapura. ...Respondent To,Whom so ever it may concern WHEREAS the above named petitioners 1)Manglibayi w/o Krishna Nayak, aged about 59 years, R/o 20th Ward, Kerethanda. Kamalapura Hobali, Hosapete Taluk, Vijaynagar District. 2) Lakshmi Bai W/o Ganga Naik, aged about 46 years, R/o 22nd Ward, Sanklapur Thanda, Sanklapura Kariganur Village, Hosapete, Hosapete Taluk, Vijaynagar District. 3) K. Dasunayak S/o Krishna Nayak, aged about 39 years, R/o 20th Ward, Kerethanda, Kamalapura Hobali, Hosapete Taluk, Vijaynagar District. 4) Sharadabai W/o Peeru Naik, aged about 37 years, R/o 20th Ward, Kerethanda, Kariganur Village, Hosapete, Hosapete Taluk, Vijaynagar District, we have filed the petition under section 13(3) of Registration of birth and Death Act, seeking the direction of this court to issue direction to respondent to enter the date of death KRISHANA NAIK S/O CHANDYANAYAKA was died on 01/02/2015 at 20th Ward, Kerethanda, Kamalapura Hobali, Hosapete Taluk, Vijaynagar District, who is the husband of petitioner No.1 and fother of Petitioner No. 2 to 4. WHEREAS, if any persons interested with respect to the above proceedings are hereby notice to appear in this court in person or by pleader duly able to answer all material question relating to the said petition on 25/09/2025 at about 11-00 A.M. otherwise the matter will be heard and determined. Given under my hand and seal of this cout on this 28th day of August 2025. From Hakari Rajendra Prasad Advocate, Hosapete. By order of the court. Shirestedar, Principal Senior Civil Judge & JMFC Court Hosapete. bbox=[14, 1137, 238, 1494]
page-number: ಪುಟ-3 bbox=[898, 8, 935, 24]
court-notice-138: IN THE COURT OF THE HONOURABLE PRINCIPAL SENIOR CIVIL JUDGE AND J.M.F.C AT HOSAPETE. Crl.M.C.No:138/2025 Between:- Smt.NOOR JAHAN ...Petitioner -And- The Registrar of Birth's & Death's cum Municipal Council Kamalapura, Vijayanagara District. ...Respondent WHOM SO EVER IT MAY CONCERN Whereas the above named petitioner has filed application under section 13 (3) of the Registration of Birth and Death Act for the registration of the date of death of LATE SMT.JULEKHA BEE W/O LATE SHARIF SAB who was died on 06/04/2007 at Ward no-11, Kunte Area, Kamalapura village, Hosapete talluku, Vijayanagara District. seeking the direction of this Hon'ble Court to direct the Respondent to register the date of death of LATE SMT.JULEKHA BEE W/O LATE SHARIF SAB who was died on 06/04/2007. Take notice that, if anybody having any objection or claim to issue direction to the Respondent to register the date of death of LATE SMT.JULEKHA BEE W/O LATE SHARIF SAB who was died on 06/04/2007 you are required to appear before this Court on 26 day of Sep 2025 at 11.00 noon and to produce on the said day all the documents in your possession or power upon which you based in your defence or claim. Take notice that in default of any objections or claim on the day mentioned above the petition will be heard and determined as per law. Given under my hand and the seal of the Court,on this 28th day of August 2025. From, M.HONNURSAB. Advocate.Hosapete. By order of the court. Shirestedar, Principal Senior Civil Judge and JMFC at court Hosapete bbox=[248, 1137, 472, 1494]
office-address: ಗುರು ಸಚ್ಚಿದಾನಂದ ಲೈನ್ ಮೇನ್‌ಬಜಾರ್, ಹೊಸಪೇಟೆ ವಿಜಯನಗರ ಜಿಲ್ಲೆ. bbox=[779, 216, 925, 239]
